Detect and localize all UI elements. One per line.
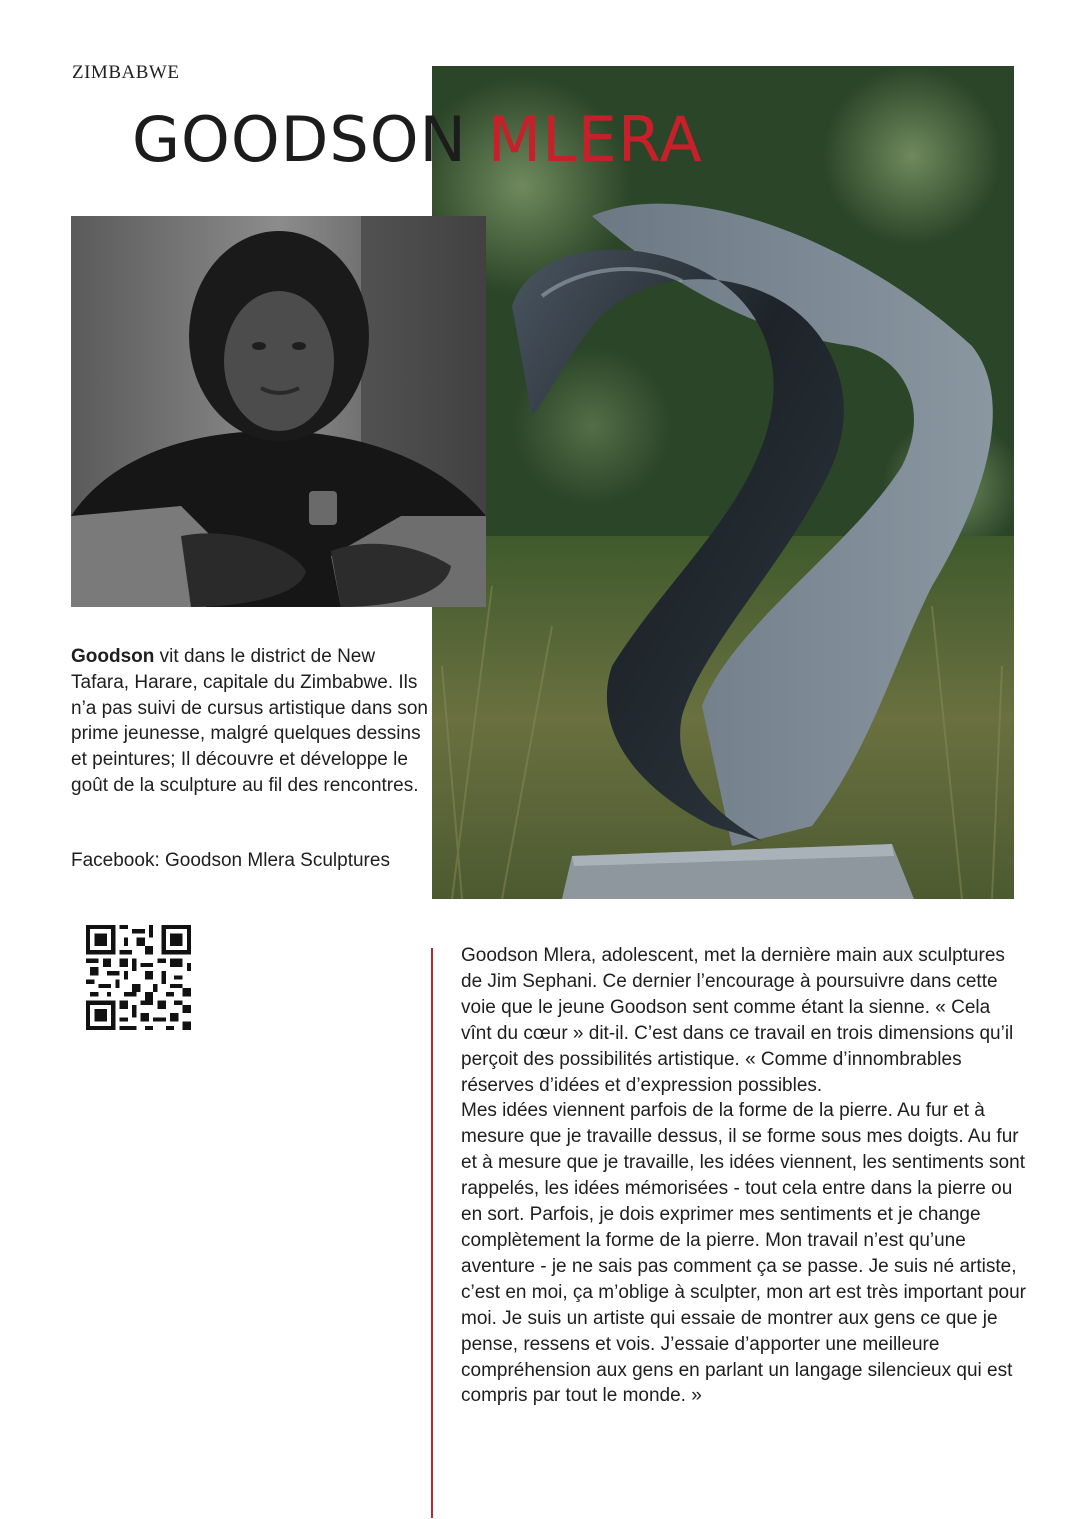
quote-paragraph-2: Mes idées viennent parfois de la forme de la pierre. Au fur et à mesure que je travaille dessus, il se forme sous mes doigts. Au fur et à mesure que je travaille, les idées viennent, les sentiments sont rappelés, les idées mémorisées - tout cela entre dans la pierre ou en sort. Parfois, je dois exprimer mes sentiments et je change complètement la forme de la pierre. Mon travail n’est qu’une aventure - je ne sais pas comment ça se passe. Je suis né artiste, c’est en moi, ça m’oblige à sculpter, mon art est très important pour moi. Je suis un artiste qui essaie de montrer aux gens ce que je pense, ressens et vois. J’essaie d’apporter une meilleure compréhension aux gens en parlant un langage silencieux qui est compris par tout le monde. » bbox=[461, 1100, 1026, 1407]
bio-text bbox=[71, 644, 431, 799]
artist-portrait bbox=[71, 216, 486, 607]
last-name: MLERA bbox=[487, 103, 703, 176]
accent-rule bbox=[431, 948, 433, 1518]
bio-body: vit dans le district de New Tafara, Harare, capitale du Zimbabwe. Ils n’a pas suivi de cursus artistique dans son prime jeunesse, malgré quelques dessins et peintures; Il découvre et développe le goût de la sculpture au fil des rencontres. bbox=[71, 646, 428, 796]
facebook-link[interactable]: Facebook: Goodson Mlera Sculptures bbox=[71, 850, 390, 871]
country-label: ZIMBABWE bbox=[72, 62, 180, 83]
bio-lead: Goodson bbox=[71, 646, 155, 667]
qr-code-icon[interactable] bbox=[86, 925, 191, 1030]
quote-paragraph-1: Goodson Mlera, adolescent, met la dernière main aux sculptures de Jim Sephani. Ce dernier l’encourage à poursuivre dans cette voie que le jeune Goodson sent comme étant la sienne. « Cela vînt du cœur » dit-il. C’est dans ce travail en trois dimensions qu’il perçoit des possibilités artistique. « Comme d’innombrables réserves d’idées et d’expression possibles. bbox=[461, 945, 1014, 1096]
first-name: GOODSON bbox=[132, 103, 467, 176]
artist-name bbox=[132, 104, 703, 176]
sculpture-photo bbox=[432, 66, 1014, 899]
artist-quote bbox=[461, 943, 1026, 1409]
